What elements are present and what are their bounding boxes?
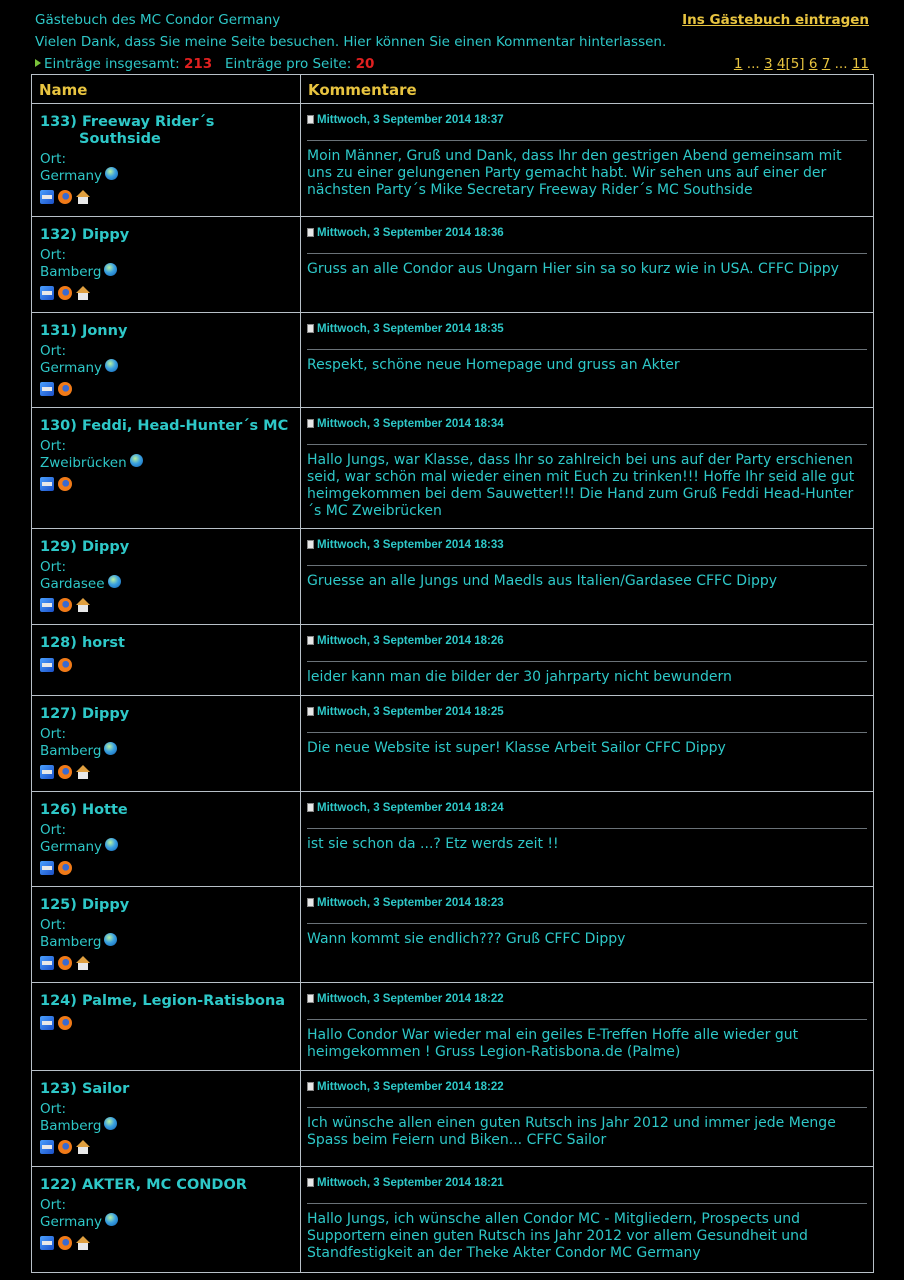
page-link-4[interactable]: 4 [776, 56, 786, 72]
entry-name-cell [32, 313, 301, 408]
location-value: Bamberg [40, 743, 102, 759]
entry-location [40, 742, 300, 759]
entry-actions [40, 1139, 300, 1155]
entry-comment-cell [301, 408, 874, 529]
per-page-value: 20 [355, 56, 375, 72]
page-link-3[interactable]: 3 [763, 56, 773, 72]
entry-location [40, 359, 300, 376]
entry-date-text: Mittwoch, 3 September 2014 18:26 [317, 635, 504, 647]
entry-date-text: Mittwoch, 3 September 2014 18:25 [317, 706, 504, 718]
email-icon[interactable] [40, 956, 54, 970]
location-label: Ort: [40, 1101, 67, 1117]
entry-author [40, 227, 300, 244]
browser-icon[interactable] [58, 765, 72, 779]
location-value: Germany [40, 168, 103, 184]
entry-actions [40, 860, 300, 876]
entry-actions [40, 189, 300, 205]
entry-author [40, 1081, 300, 1098]
document-icon [307, 636, 314, 645]
entry-actions [40, 657, 300, 673]
entry-author [40, 1177, 300, 1194]
pagination [734, 56, 869, 72]
location-value: Bamberg [40, 264, 102, 280]
globe-icon [104, 933, 117, 946]
browser-icon[interactable] [58, 190, 72, 204]
entry-location [40, 1213, 300, 1230]
browser-icon[interactable] [58, 598, 72, 612]
entry-author [40, 635, 300, 652]
welcome-text: Vielen Dank, dass Sie meine Seite besuchen. Hier können Sie einen Kommentar hinterlassen. [35, 34, 667, 50]
page-title: Gästebuch des MC Condor Germany [35, 12, 281, 28]
homepage-icon[interactable] [76, 286, 90, 300]
entry-actions [40, 476, 300, 492]
homepage-icon[interactable] [76, 598, 90, 612]
entry-message: Die neue Website ist super! Klasse Arbeit Sailor CFFC Dippy [307, 740, 726, 756]
entry-date [307, 1080, 867, 1094]
entry-author [40, 706, 300, 723]
browser-icon[interactable] [58, 658, 72, 672]
entry-name-cell [32, 696, 301, 792]
browser-icon[interactable] [58, 1140, 72, 1154]
entry-location [40, 838, 300, 855]
email-icon[interactable] [40, 658, 54, 672]
email-icon[interactable] [40, 190, 54, 204]
entry-message: Hallo Condor War wieder mal ein geiles E-Treffen Hoffe alle wieder gut heimgekommen ! Gruss Legion-Ratisbona.de (Palme) [307, 1027, 799, 1060]
arrow-icon [35, 59, 41, 67]
entry-date [307, 705, 867, 719]
entry-message: Hallo Jungs, ich wünsche allen Condor MC - Mitgliedern, Prospects und Supportern einen guten Rutsch ins Jahr 2012 vor allem Gesundheit und Standfestigkeit an der Theke Akter Condor MC Germany [307, 1211, 808, 1261]
entry-actions [40, 764, 300, 780]
entry-author [40, 323, 300, 340]
guestbook-entry [32, 887, 874, 983]
divider [307, 732, 867, 733]
globe-icon [105, 838, 118, 851]
pager-ellipsis: ... [746, 56, 760, 72]
divider [307, 565, 867, 566]
entry-actions [40, 597, 300, 613]
globe-icon [108, 575, 121, 588]
entry-actions [40, 285, 300, 301]
entry-date-text: Mittwoch, 3 September 2014 18:33 [317, 539, 504, 551]
guestbook-entry [32, 983, 874, 1071]
homepage-icon[interactable] [76, 1140, 90, 1154]
guestbook-entry [32, 1071, 874, 1167]
location-value: Zweibrücken [40, 455, 127, 471]
location-label: Ort: [40, 822, 67, 838]
entry-comment-cell [301, 887, 874, 983]
browser-icon[interactable] [58, 861, 72, 875]
page-link-6[interactable]: 6 [808, 56, 818, 72]
entry-comment-cell [301, 1167, 874, 1273]
entry-name-cell [32, 1167, 301, 1273]
divider [307, 444, 867, 445]
entry-message: ist sie schon da ...? Etz werds zeit !! [307, 836, 559, 852]
entry-comment-cell [301, 104, 874, 217]
entry-date [307, 1176, 867, 1190]
entry-message: leider kann man die bilder der 30 jahrparty nicht bewundern [307, 669, 732, 685]
entry-date [307, 801, 867, 815]
entry-date-text: Mittwoch, 3 September 2014 18:24 [317, 802, 504, 814]
entry-location [40, 167, 300, 184]
sign-guestbook-link[interactable]: Ins Gästebuch eintragen [682, 12, 869, 28]
entry-author [40, 897, 300, 914]
entry-message: Moin Männer, Gruß und Dank, dass Ihr den gestrigen Abend gemeinsam mit uns zu einer gelungenen Party gemacht habt. Wir sehen uns auf einer der nächsten Party´s Mike Secretary Freeway Rider´s MC Southside [307, 148, 842, 198]
entry-message: Gruesse an alle Jungs und Maedls aus Italien/Gardasee CFFC Dippy [307, 573, 778, 589]
entry-author-name: 126) Hotte [40, 802, 128, 818]
document-icon [307, 228, 314, 237]
divider [307, 140, 867, 141]
email-icon[interactable] [40, 477, 54, 491]
entry-comment-cell [301, 217, 874, 313]
location-value: Germany [40, 839, 103, 855]
entry-author [40, 993, 300, 1010]
entry-message: Ich wünsche allen einen guten Rutsch ins Jahr 2012 und immer jede Menge Spass beim Feiern und Biken... CFFC Sailor [307, 1115, 836, 1148]
total-value: 213 [183, 56, 213, 72]
entry-author-name: 129) Dippy [40, 539, 130, 555]
homepage-icon[interactable] [76, 956, 90, 970]
document-icon [307, 115, 314, 124]
location-label: Ort: [40, 917, 67, 933]
divider [307, 253, 867, 254]
globe-icon [105, 1213, 118, 1226]
email-icon[interactable] [40, 1140, 54, 1154]
browser-icon[interactable] [58, 477, 72, 491]
globe-icon [105, 359, 118, 372]
document-icon [307, 324, 314, 333]
total-label: Einträge insgesamt: [44, 56, 180, 72]
entry-date-text: Mittwoch, 3 September 2014 18:23 [317, 897, 504, 909]
location-label: Ort: [40, 438, 67, 454]
entry-message: Hallo Jungs, war Klasse, dass Ihr so zahlreich bei uns auf der Party erschienen seid, war schön mal wieder einen mit Euch zu trinken!!! Hoffe Ihr seid alle gut heimgekommen bei dem Sauwetter!!! Die Hand zum Gruß Feddi Head-Hunter´s MC Zweibrücken [307, 452, 855, 519]
homepage-icon[interactable] [76, 190, 90, 204]
browser-icon[interactable] [58, 1016, 72, 1030]
entry-author [40, 802, 300, 819]
globe-icon [130, 454, 143, 467]
guestbook-entry [32, 217, 874, 313]
location-label: Ort: [40, 247, 67, 263]
location-value: Gardasee [40, 576, 105, 592]
location-label: Ort: [40, 1197, 67, 1213]
email-icon[interactable] [40, 1236, 54, 1250]
entry-date [307, 538, 867, 552]
entry-location [40, 1117, 300, 1134]
guestbook-table [31, 74, 874, 1273]
entry-author-name: 131) Jonny [40, 323, 128, 339]
divider [307, 1107, 867, 1108]
browser-icon[interactable] [58, 382, 72, 396]
entry-date-text: Mittwoch, 3 September 2014 18:35 [317, 323, 504, 335]
document-icon [307, 1082, 314, 1091]
divider [307, 661, 867, 662]
entry-date [307, 226, 867, 240]
entry-comment-cell [301, 313, 874, 408]
document-icon [307, 419, 314, 428]
entry-comment-cell [301, 696, 874, 792]
entry-author-name: 124) Palme, Legion-Ratisbona [40, 993, 286, 1009]
homepage-icon[interactable] [76, 765, 90, 779]
entry-actions [40, 381, 300, 397]
document-icon [307, 707, 314, 716]
document-icon [307, 1178, 314, 1187]
guestbook-entry [32, 696, 874, 792]
entry-date-text: Mittwoch, 3 September 2014 18:37 [317, 114, 504, 126]
entry-stats [35, 56, 374, 72]
entry-author-name: 123) Sailor [40, 1081, 130, 1097]
entry-message: Wann kommt sie endlich??? Gruß CFFC Dippy [307, 931, 626, 947]
entry-date [307, 896, 867, 910]
globe-icon [105, 167, 118, 180]
entry-actions [40, 1235, 300, 1251]
column-header-name: Name [32, 75, 301, 104]
entry-name-cell [32, 529, 301, 625]
divider [307, 1019, 867, 1020]
entry-comment-cell [301, 983, 874, 1071]
globe-icon [104, 263, 117, 276]
document-icon [307, 994, 314, 1003]
location-value: Germany [40, 1214, 103, 1230]
guestbook-entry [32, 625, 874, 696]
page-link-11[interactable]: 11 [851, 56, 869, 72]
entry-name-cell [32, 887, 301, 983]
entry-comment-cell [301, 792, 874, 887]
entry-name-cell [32, 792, 301, 887]
entry-name-cell [32, 408, 301, 529]
globe-icon [104, 1117, 117, 1130]
entry-author [40, 418, 300, 435]
entry-author [40, 539, 300, 556]
location-value: Germany [40, 360, 103, 376]
location-label: Ort: [40, 726, 67, 742]
guestbook-entry [32, 1167, 874, 1273]
document-icon [307, 540, 314, 549]
document-icon [307, 898, 314, 907]
entry-name-cell [32, 104, 301, 217]
page-link-1[interactable]: 1 [733, 56, 743, 72]
document-icon [307, 803, 314, 812]
entry-comment-cell [301, 1071, 874, 1167]
guestbook-entry [32, 313, 874, 408]
column-header-comments: Kommentare [301, 75, 874, 104]
browser-icon[interactable] [58, 286, 72, 300]
divider [307, 828, 867, 829]
email-icon[interactable] [40, 286, 54, 300]
entry-name-cell [32, 983, 301, 1071]
entry-comment-cell [301, 529, 874, 625]
entry-author-name: 127) Dippy [40, 706, 130, 722]
entry-date [307, 417, 867, 431]
entry-author-name: 133) Freeway Rider´s [40, 114, 215, 130]
guestbook-header [0, 0, 904, 74]
entry-author-name: 125) Dippy [40, 897, 130, 913]
entry-actions [40, 955, 300, 971]
entry-actions [40, 1015, 300, 1031]
pager-ellipsis: ... [834, 56, 848, 72]
location-label: Ort: [40, 559, 67, 575]
email-icon[interactable] [40, 861, 54, 875]
entry-location [40, 263, 300, 280]
entry-date-text: Mittwoch, 3 September 2014 18:22 [317, 1081, 504, 1093]
entry-name-cell [32, 625, 301, 696]
email-icon[interactable] [40, 1016, 54, 1030]
entry-author-name: 132) Dippy [40, 227, 130, 243]
entry-name-cell [32, 1071, 301, 1167]
page-link-7[interactable]: 7 [821, 56, 831, 72]
location-label: Ort: [40, 151, 67, 167]
divider [307, 1203, 867, 1204]
email-icon[interactable] [40, 765, 54, 779]
entry-author [40, 114, 300, 148]
homepage-icon[interactable] [76, 1236, 90, 1250]
entry-location [40, 933, 300, 950]
guestbook-entry [32, 104, 874, 217]
divider [307, 349, 867, 350]
globe-icon [104, 742, 117, 755]
browser-icon[interactable] [58, 1236, 72, 1250]
guestbook-entry [32, 408, 874, 529]
email-icon[interactable] [40, 598, 54, 612]
entry-author-name-cont: Southside [79, 131, 161, 147]
current-page: [5] [785, 56, 805, 72]
entry-date [307, 992, 867, 1006]
entry-date-text: Mittwoch, 3 September 2014 18:22 [317, 993, 504, 1005]
entry-date [307, 634, 867, 648]
entry-date [307, 322, 867, 336]
guestbook-entry [32, 529, 874, 625]
entry-location [40, 454, 300, 471]
entry-author-name: 130) Feddi, Head-Hunter´s MC [40, 418, 289, 434]
guestbook-entry [32, 792, 874, 887]
entry-date-text: Mittwoch, 3 September 2014 18:21 [317, 1177, 504, 1189]
entry-date-text: Mittwoch, 3 September 2014 18:34 [317, 418, 504, 430]
entry-message: Respekt, schöne neue Homepage und gruss an Akter [307, 357, 680, 373]
entry-comment-cell [301, 625, 874, 696]
per-page-label: Einträge pro Seite: [225, 56, 352, 72]
entry-author-name: 122) AKTER, MC CONDOR [40, 1177, 247, 1193]
entry-location [40, 575, 300, 592]
entry-date-text: Mittwoch, 3 September 2014 18:36 [317, 227, 504, 239]
entry-date [307, 113, 867, 127]
entry-message: Gruss an alle Condor aus Ungarn Hier sin sa so kurz wie in USA. CFFC Dippy [307, 261, 839, 277]
browser-icon[interactable] [58, 956, 72, 970]
location-label: Ort: [40, 343, 67, 359]
entry-author-name: 128) horst [40, 635, 125, 651]
entry-name-cell [32, 217, 301, 313]
location-value: Bamberg [40, 934, 102, 950]
divider [307, 923, 867, 924]
email-icon[interactable] [40, 382, 54, 396]
location-value: Bamberg [40, 1118, 102, 1134]
